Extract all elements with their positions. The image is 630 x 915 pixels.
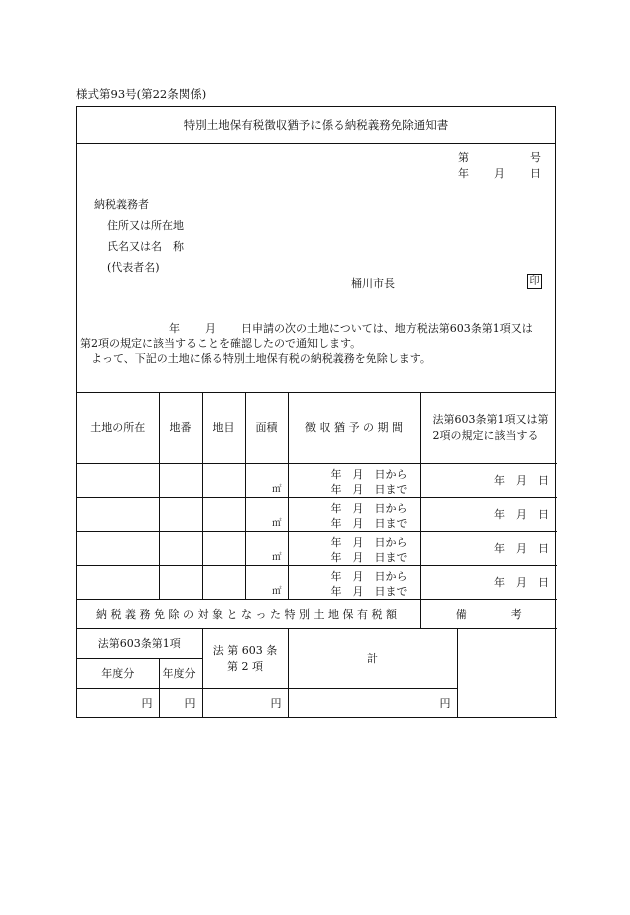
exempt-tax-label: 納税義務免除の対象となった特別土地保有税額 [77,599,420,628]
total-label: 計 [288,628,457,688]
period-cell[interactable] [288,497,420,531]
table-row [77,463,557,497]
header-section [77,143,555,393]
period-to: 年 月 日まで [330,550,408,564]
location-cell[interactable] [77,531,159,565]
date-year-label: 年 [458,167,469,180]
clause2-label [202,628,288,688]
category-cell[interactable] [202,531,245,565]
yen-cell-clause2[interactable]: 円 [202,688,288,717]
area-cell[interactable] [245,497,288,531]
col-header-law-line1: 法第603条第1項又は第 [432,413,549,427]
body-date-year: 年 [169,322,180,335]
col-header-period: 徴 収 猶 予 の 期 間 [288,392,420,463]
lot-cell[interactable] [159,497,202,531]
period-cell[interactable] [288,531,420,565]
representative-label: (代表者名) [107,261,160,274]
lot-cell[interactable] [159,531,202,565]
period-from: 年 月 日から [330,501,408,515]
dai-label: 第 [458,151,469,164]
remarks-cell[interactable] [457,628,557,717]
period-from: 年 月 日から [330,535,408,549]
period-to: 年 月 日まで [330,482,408,496]
col-header-area: 面積 [245,392,288,463]
period-to: 年 月 日まで [330,516,408,530]
area-unit: ㎡ [271,517,282,529]
location-cell[interactable] [77,565,159,599]
area-cell[interactable] [245,531,288,565]
col-header-law [420,392,557,463]
location-cell[interactable] [77,497,159,531]
fiscal-year-label-2: 年度分 [159,658,202,688]
yen-cell-total[interactable]: 円 [288,688,457,717]
col-header-location: 土地の所在 [77,392,159,463]
go-label: 号 [530,151,541,164]
period-to: 年 月 日まで [330,584,408,598]
period-from: 年 月 日から [330,467,408,481]
area-unit: ㎡ [271,551,282,563]
clause1-label: 法第603条第1項 [77,628,202,658]
applicable-date-cell[interactable]: 年 月 日 [420,497,557,531]
notice-form [76,106,556,718]
col-header-lot: 地番 [159,392,202,463]
clause2-line2: 第 2 項 [227,660,263,673]
table-row [77,565,557,599]
mayor-name: 桶川市長 [351,277,395,290]
lot-cell[interactable] [159,463,202,497]
category-cell[interactable] [202,463,245,497]
area-unit: ㎡ [271,585,282,597]
body-line-1: 日申請の次の土地については、地方税法第603条第1項又は [241,322,533,335]
lot-cell[interactable] [159,565,202,599]
area-cell[interactable] [245,565,288,599]
name-label: 氏名又は名 称 [107,240,184,253]
period-cell[interactable] [288,565,420,599]
land-table [77,392,557,718]
body-date-month: 月 [205,322,216,335]
area-unit: ㎡ [271,483,282,495]
clause2-line1: 法 第 603 条 [212,644,278,657]
address-label: 住所又は所在地 [107,219,184,232]
yen-cell-fy2[interactable]: 円 [159,688,202,717]
table-row [77,497,557,531]
yen-cell-fy1[interactable]: 円 [77,688,159,717]
category-cell[interactable] [202,565,245,599]
applicable-date-cell[interactable]: 年 月 日 [420,565,557,599]
fiscal-year-label-1: 年度分 [77,658,159,688]
table-row [77,531,557,565]
period-from: 年 月 日から [330,569,408,583]
location-cell[interactable] [77,463,159,497]
area-cell[interactable] [245,463,288,497]
date-month-label: 月 [494,167,505,180]
remarks-label: 備 考 [420,599,557,628]
col-header-law-line2: 2項の規定に該当する [432,429,539,443]
applicable-date-cell[interactable]: 年 月 日 [420,531,557,565]
body-line-3: よって、下記の土地に係る特別土地保有税の納税義務を免除します。 [91,352,431,365]
period-cell[interactable] [288,463,420,497]
date-day-label: 日 [530,167,541,180]
applicable-date-cell[interactable]: 年 月 日 [420,463,557,497]
seal-icon: 印 [527,274,542,289]
category-cell[interactable] [202,497,245,531]
taxpayer-label: 納税義務者 [94,198,149,211]
body-line-2: 第2項の規定に該当することを確認したので通知します。 [80,337,362,350]
col-header-category: 地目 [202,392,245,463]
form-number: 様式第93号(第22条関係) [76,87,207,101]
form-title: 特別土地保有税徴収猶予に係る納税義務免除通知書 [77,107,555,144]
